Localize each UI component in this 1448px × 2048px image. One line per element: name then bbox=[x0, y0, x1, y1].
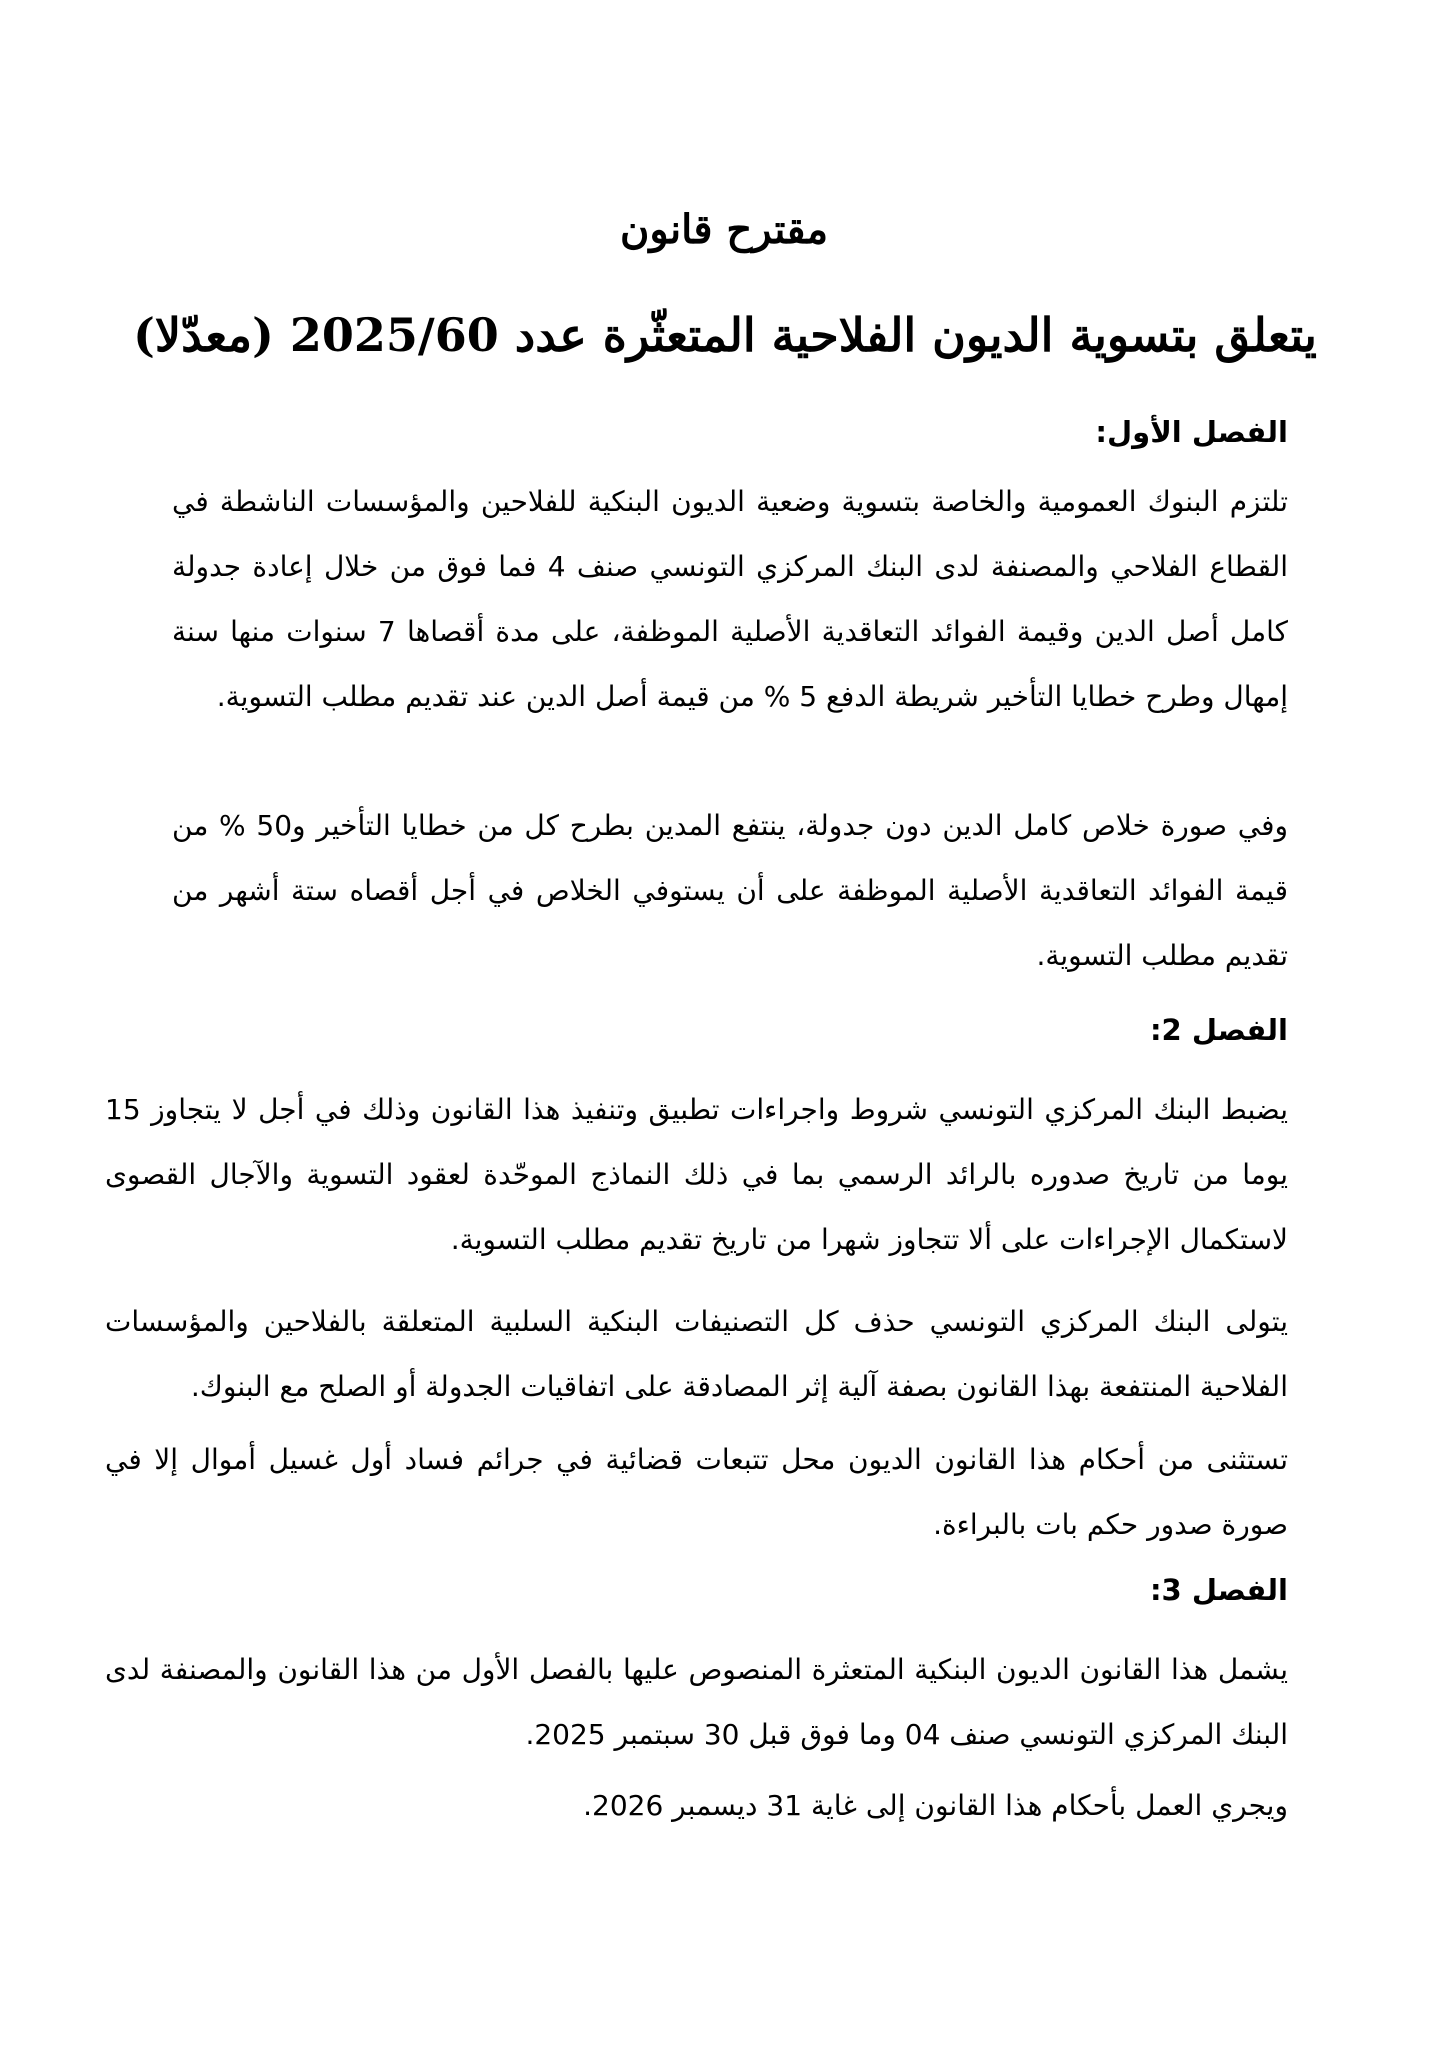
article-1-paragraph-2: وفي صورة خلاص كامل الدين دون جدولة، ينتفع المدين بطرح كل من خطايا التأخير و50 % من قيمة الفوائد التعاقدية الأصلية الموظفة على أن يستوفي الخلاص في أجل أقصاه ستة أشهر من تقديم مطلب التسوية. bbox=[172, 809, 1288, 972]
article-2-heading: الفصل 2: bbox=[1149, 1013, 1288, 1047]
article-1-heading: الفصل الأول: bbox=[1095, 415, 1288, 449]
article-2-paragraph-1: يضبط البنك المركزي التونسي شروط واجراءات تطبيق وتنفيذ هذا القانون وذلك في أجل لا يتجاوز 15 يوما من تاريخ صدوره بالرائد الرسمي بما في ذلك النماذج الموحّدة لعقود التسوية والآجال القصوى لاستكمال الإجراءات على ألا تتجاوز شهرا من تاريخ تقديم مطلب التسوية. bbox=[105, 1093, 1288, 1256]
document-subtitle: يتعلق بتسوية الديون الفلاحية المتعثّرة عدد 2025/60 (معدّلا) bbox=[133, 308, 1317, 362]
article-2-paragraph-3: تستثنى من أحكام هذا القانون الديون محل تتبعات قضائية في جرائم فساد أول غسيل أموال إلا في صورة صدور حكم بات بالبراءة. bbox=[105, 1443, 1288, 1541]
article-1-paragraph-1: تلتزم البنوك العمومية والخاصة بتسوية وضعية الديون البنكية للفلاحين والمؤسسات الناشطة في القطاع الفلاحي والمصنفة لدى البنك المركزي التونسي صنف 4 فما فوق من خلال إعادة جدولة كامل أصل الدين وقيمة الفوائد التعاقدية الأصلية الموظفة، على مدة أقصاها 7 سنوات منها سنة إمهال وطرح خطايا التأخير شريطة الدفع 5 % من قيمة أصل الدين عند تقديم مطلب التسوية. bbox=[172, 485, 1288, 713]
article-2-paragraph-2: يتولى البنك المركزي التونسي حذف كل التصنيفات البنكية السلبية المتعلقة بالفلاحين والمؤسسات الفلاحية المنتفعة بهذا القانون بصفة آلية إثر المصادقة على اتفاقيات الجدولة أو الصلح مع البنوك. bbox=[105, 1305, 1288, 1403]
article-3-heading: الفصل 3: bbox=[1149, 1573, 1288, 1607]
article-3-paragraph-2: ويجري العمل بأحكام هذا القانون إلى غاية 31 ديسمبر 2026. bbox=[583, 1789, 1288, 1822]
article-3-paragraph-1: يشمل هذا القانون الديون البنكية المتعثرة المنصوص عليها بالفصل الأول من هذا القانون والمصنفة لدى البنك المركزي التونسي صنف 04 وما فوق قبل 30 سبتمبر 2025. bbox=[105, 1653, 1288, 1751]
document-title: مقترح قانون bbox=[619, 206, 829, 253]
